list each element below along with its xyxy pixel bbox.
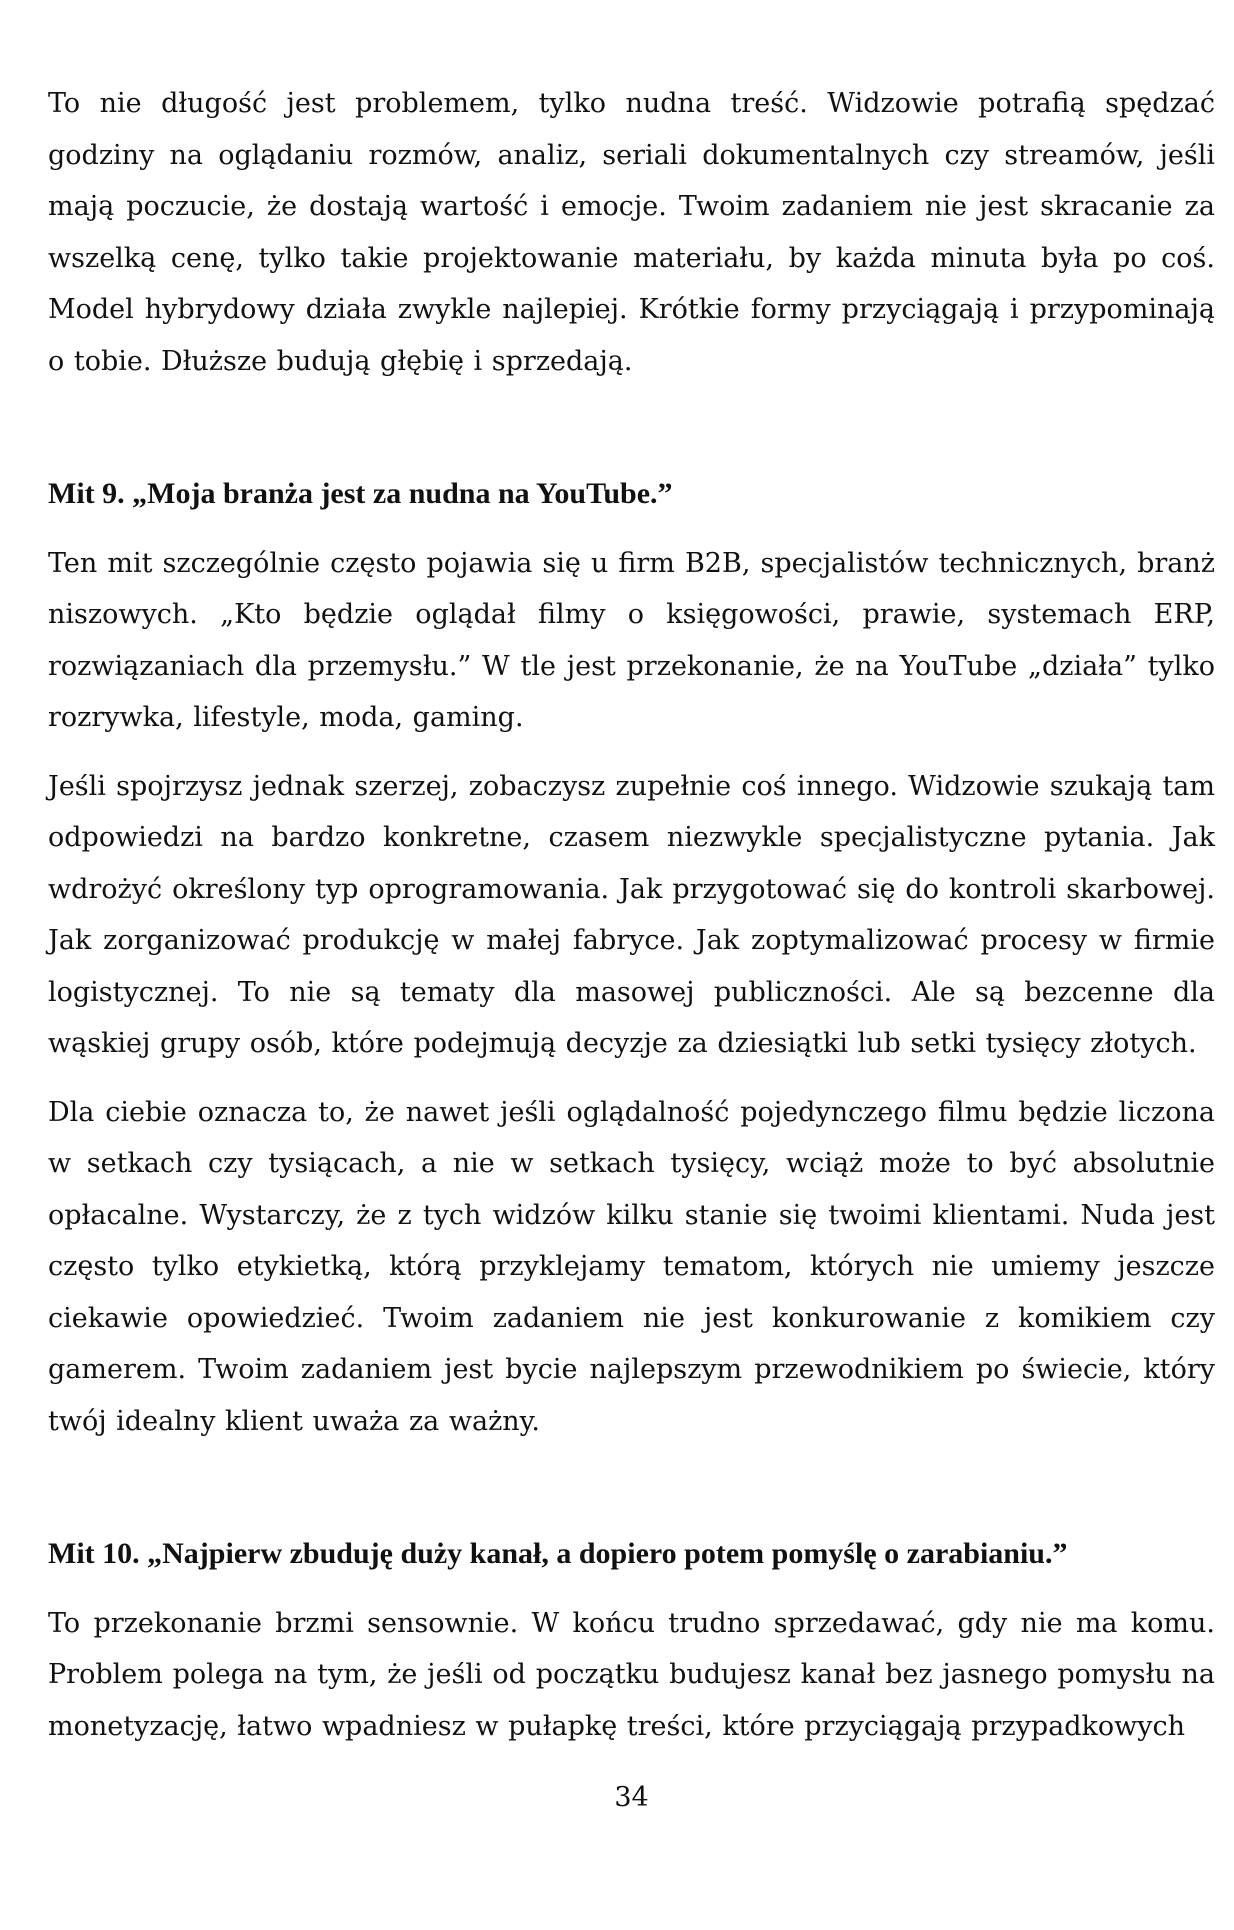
section-heading-mit-9: Mit 9. „Moja branża jest za nudna na YouTube.” (48, 477, 673, 510)
body-paragraph-niche-profitability: Dla ciebie oznacza to, że nawet jeśli oglądalność pojedynczego filmu będzie liczona w setkach czy tysiącach, a nie w setkach tysięcy, wciąż może to być absolutnie opłacalne. Wystarczy, że z tych widzów kilku stanie się twoimi klientami. Nuda jest często tylko etykietką, którą przyklejamy tematom, których nie umiemy jeszcze ciekawie opowiedzieć. Twoim zadaniem nie jest konkurowanie z komikiem czy gamerem. Twoim zadaniem jest bycie najlepszym przewodnikiem po świecie, który twój idealny klient uważa za ważny. (48, 1096, 1215, 1437)
body-paragraph-video-length: To nie długość jest problemem, tylko nudna treść. Widzowie potrafią spędzać godziny na oglądaniu rozmów, analiz, seriali dokumentalnych czy streamów, jeśli mają poczucie, że dostają wartość i emocje. Twoim zadaniem nie jest skracanie za wszelką cenę, tylko takie projektowanie materiału, by każda minuta była po coś. Model hybrydowy działa zwykle najlepiej. Krótkie formy przyciągają i przypominają o tobie. Dłuższe budują głębię i sprzedają. (48, 88, 1215, 377)
page-number: 34 (614, 1782, 649, 1813)
body-paragraph-monetization: To przekonanie brzmi sensownie. W końcu trudno sprzedawać, gdy nie ma komu. Problem polega na tym, że jeśli od początku budujesz kanał bez jasnego pomysłu na monetyzację, łatwo wpadniesz w pułapkę treści, które przyciągają przypadkowych (48, 1607, 1215, 1742)
section-heading-mit-10: Mit 10. „Najpierw zbuduję duży kanał, a dopiero potem pomyślę o zarabianiu.” (48, 1537, 1068, 1570)
body-paragraph-b2b-myth: Ten mit szczególnie często pojawia się u firm B2B, specjalistów technicznych, branż niszowych. „Kto będzie oglądał filmy o księgowości, prawie, systemach ERP, rozwiązaniach dla przemysłu.” W tle jest przekonanie, że na YouTube „działa” tylko rozrywka, lifestyle, moda, gaming. (48, 547, 1215, 733)
body-paragraph-specialist-questions: Jeśli spojrzysz jednak szerzej, zobaczysz zupełnie coś innego. Widzowie szukają tam odpowiedzi na bardzo konkretne, czasem niezwykle specjalistyczne pytania. Jak wdrożyć określony typ oprogramowania. Jak przygotować się do kontroli skarbowej. Jak zorganizować produkcję w małej fabryce. Jak zoptymalizować procesy w firmie logistycznej. To nie są tematy dla masowej publiczności. Ale są bezcenne dla wąskiej grupy osób, które podejmują decyzje za dziesiątki lub setki tysięcy złotych. (48, 770, 1215, 1059)
